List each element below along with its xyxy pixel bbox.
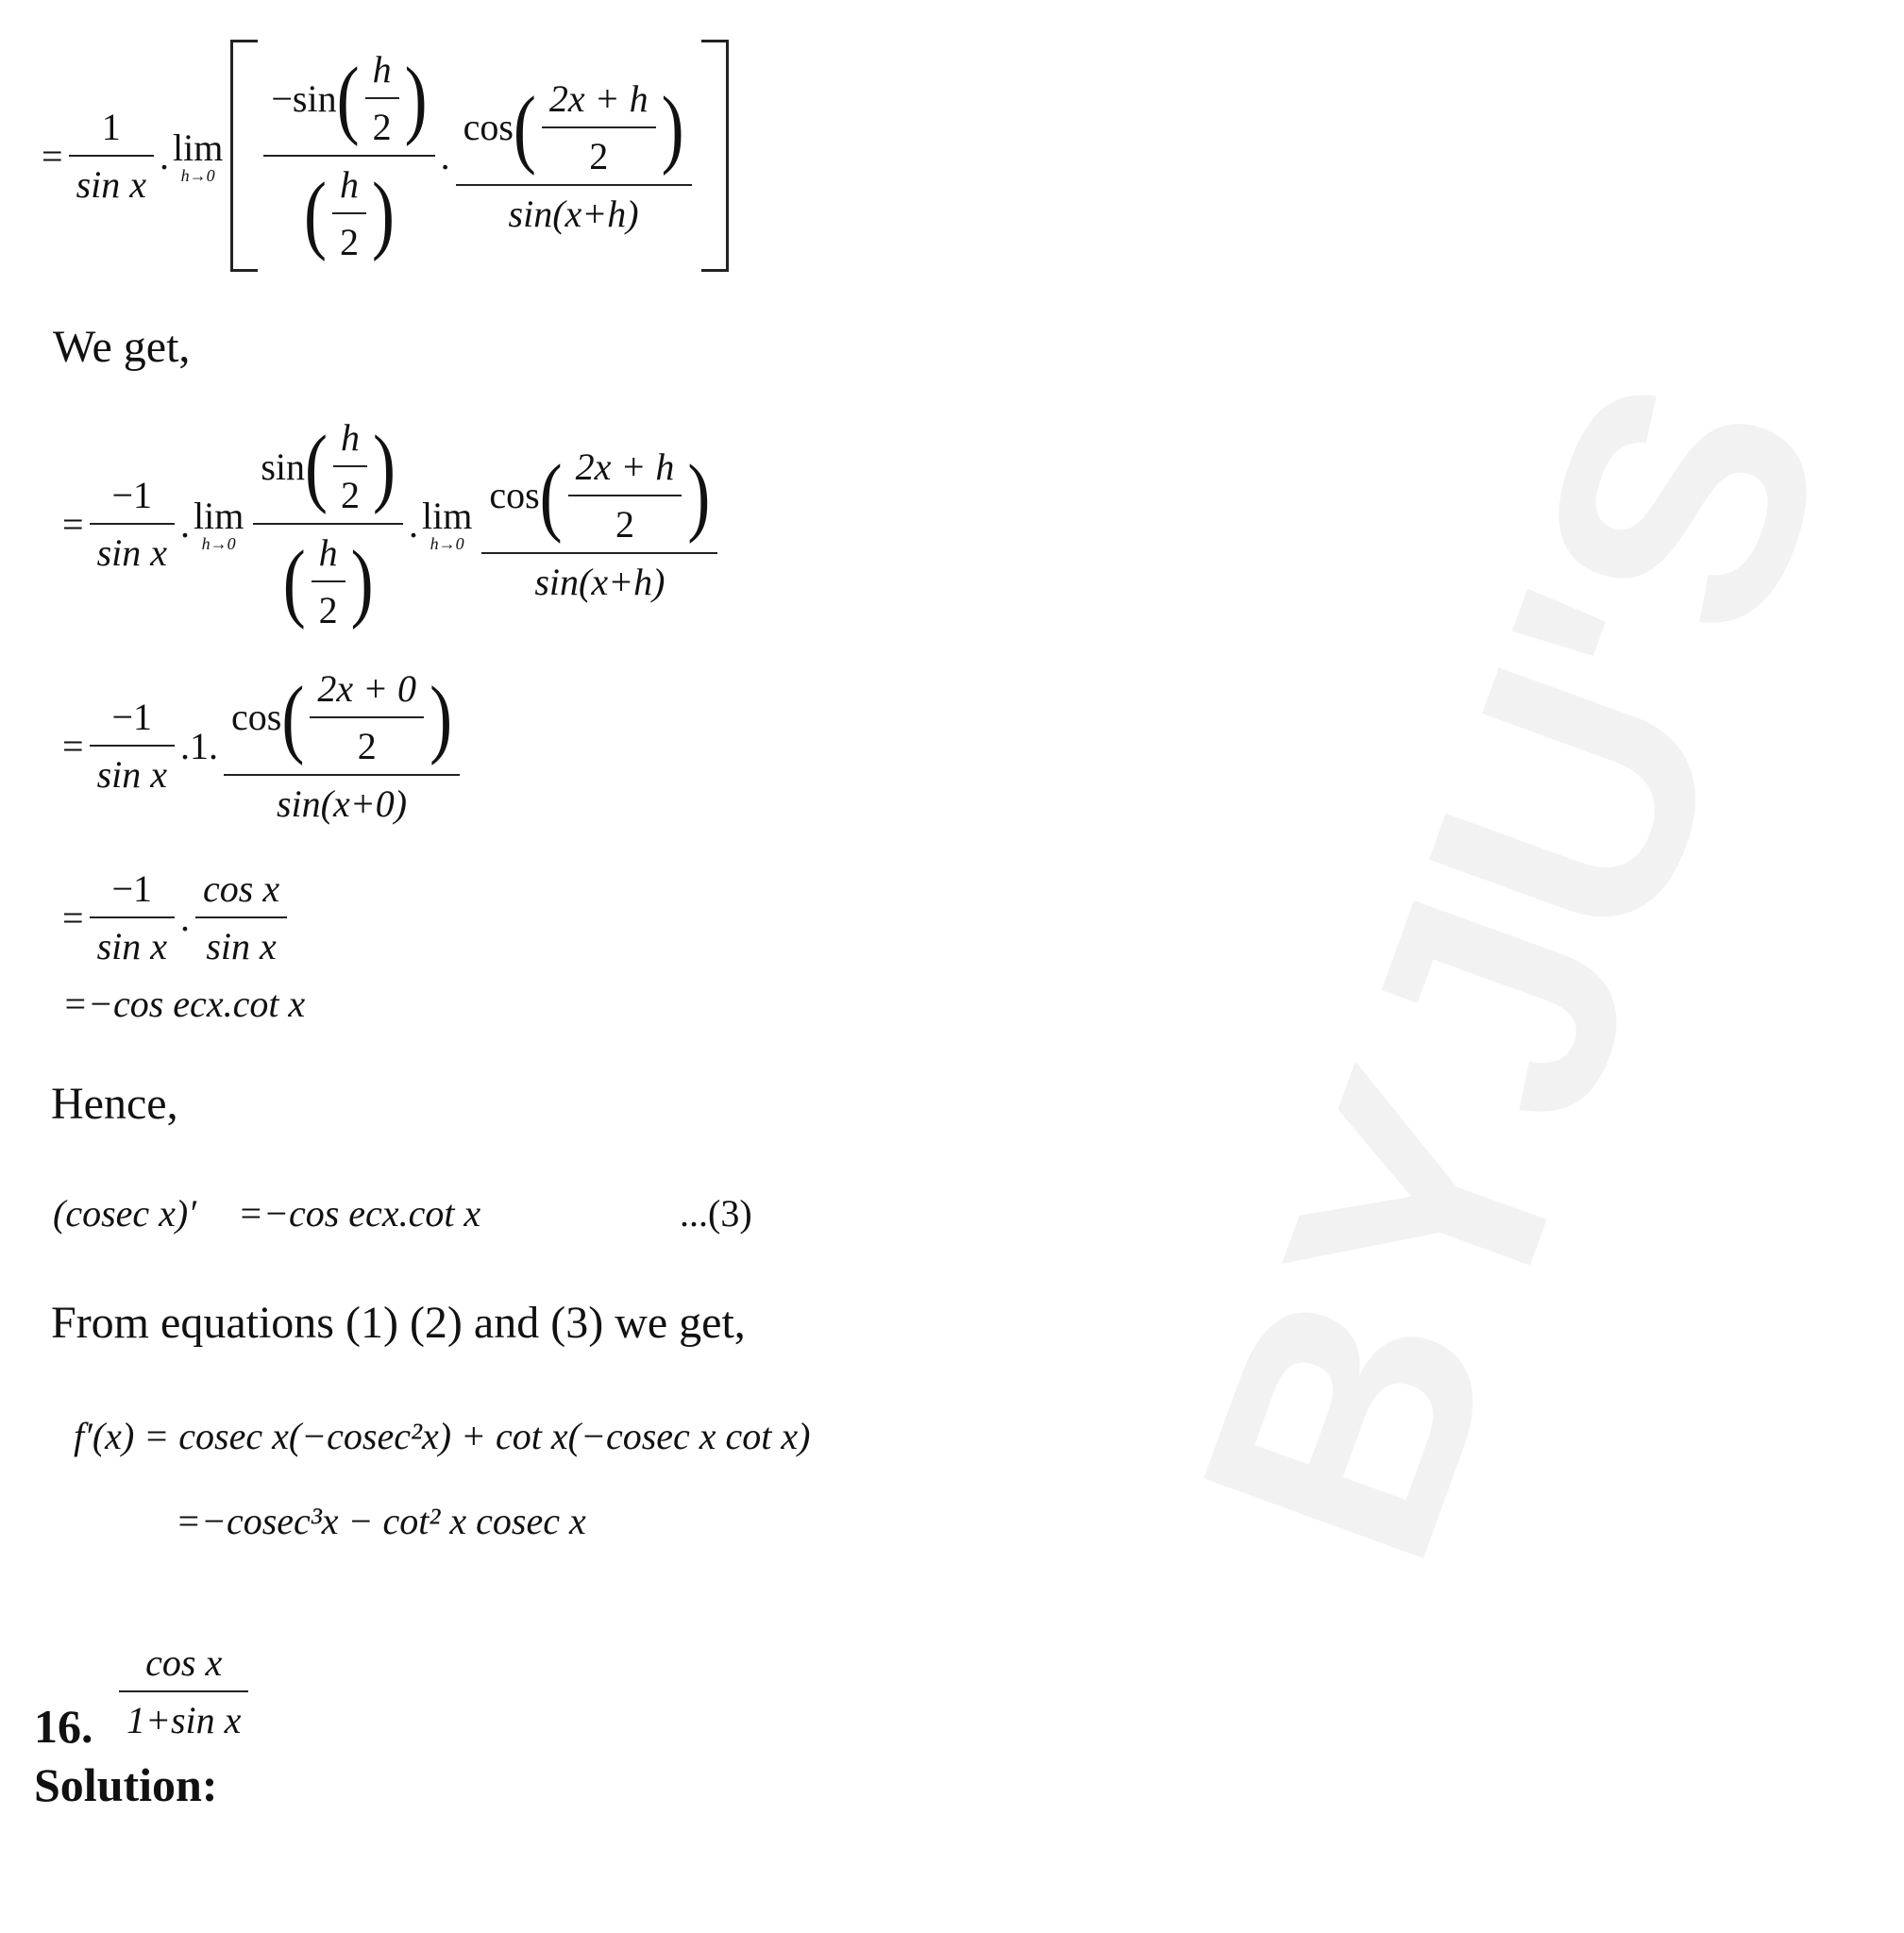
dot: . — [440, 134, 450, 177]
numerator: −1 — [111, 696, 153, 738]
dot: . — [160, 134, 169, 177]
question-number: 16. — [34, 1700, 93, 1753]
h: h — [318, 531, 338, 574]
sin-x-plus-zero: sin(x+0) — [276, 782, 408, 825]
denominator: sin x — [76, 163, 146, 206]
dot: . — [409, 502, 418, 546]
numerator: cos x — [203, 867, 280, 910]
cosec-derivative-rhs: =−cos ecx.cot x — [238, 1192, 481, 1235]
fraction-cos-over-sin: cos ( $\frac{2x + h}{2}$ ) sin(x+h) — [456, 76, 692, 236]
we-get-text: We get, — [53, 322, 191, 372]
fraction-one-over-sinx — [69, 105, 154, 207]
numerator: −1 — [111, 474, 153, 516]
fraction-neg-one-over-sinx — [90, 695, 175, 797]
equation-substituted — [62, 661, 465, 831]
watermark: BYJU'S — [1127, 334, 1899, 1605]
lim-subscript: h→0 — [201, 534, 236, 553]
cos: cos — [489, 474, 540, 516]
fraction-sin-half-h: sin ( $\frac{h}{2}$ ) ( $\frac{h}{2}$ ) — [253, 415, 403, 632]
lim-label: lim — [194, 495, 244, 537]
denominator: sin x — [96, 925, 167, 967]
fraction-cosx-over-sinx — [195, 866, 287, 968]
equation-result: =−cos ecx.cot x — [62, 983, 306, 1025]
question-numerator: cos x — [145, 1641, 223, 1684]
equals-sign: = — [62, 896, 84, 939]
lim-label: lim — [173, 126, 224, 169]
lim-label: lim — [422, 495, 473, 537]
numerator: 1 — [101, 106, 121, 148]
lim-subscript: h→0 — [180, 166, 215, 185]
question-fraction — [119, 1640, 248, 1742]
hence-text: Hence, — [51, 1079, 178, 1129]
limit-operator-1 — [194, 494, 244, 554]
f-prime-line-1: f′(x) = cosec x(−cosec²x) + cot x(−cosec x cot x) — [74, 1415, 811, 1457]
two: 2 — [339, 221, 359, 263]
fraction-cos-over-sin: cos ( $\frac{2x + h}{2}$ ) sin(x+h) — [481, 445, 717, 604]
h: h — [341, 416, 361, 459]
limit-operator — [173, 126, 223, 186]
two: 2 — [372, 106, 392, 148]
equals-sign: = — [62, 502, 84, 546]
sin-x-plus-h: sin(x+h) — [534, 560, 666, 603]
h: h — [372, 48, 392, 91]
solution-label: Solution: — [34, 1758, 218, 1811]
equation-limit-bracket — [42, 38, 729, 274]
equation-split-limits — [62, 415, 723, 632]
two: 2 — [357, 724, 377, 767]
limit-operator-2 — [422, 494, 472, 554]
from-equations-text: From equations (1) (2) and (3) we get, — [51, 1298, 746, 1348]
two: 2 — [318, 589, 338, 631]
equals-sign: = — [62, 724, 84, 767]
equation-number: ...(3) — [680, 1192, 752, 1235]
fraction-neg-one-over-sinx — [90, 473, 175, 575]
lim-subscript: h→0 — [430, 534, 464, 553]
fraction-cos-over-sin-zero: cos ( $\frac{2x + 0}{2}$ ) sin(x+0) — [224, 666, 460, 826]
two: 2 — [341, 474, 361, 516]
cos: cos — [463, 106, 514, 148]
equals-sign: = — [42, 134, 63, 177]
sin: sin — [261, 445, 306, 488]
denominator: sin x — [96, 531, 167, 574]
fraction-neg-sin-half-h: −sin ( $\frac{h}{2}$ ) ( $\frac{h}{2}$ ) — [263, 47, 434, 264]
right-bracket — [701, 40, 729, 272]
two-x-plus-h: 2x + h — [575, 445, 675, 488]
sin-x-plus-h: sin(x+h) — [508, 192, 639, 235]
two-x-plus-zero: 2x + 0 — [317, 666, 417, 710]
left-bracket — [230, 40, 258, 272]
two-x-plus-h: 2x + h — [548, 76, 649, 120]
dot: . — [180, 502, 190, 546]
question-denominator: 1+sin x — [126, 1699, 242, 1741]
two: 2 — [615, 502, 635, 546]
two: 2 — [589, 134, 609, 177]
dot: . — [180, 896, 190, 939]
numerator: −1 — [111, 867, 153, 910]
one-dot: .1. — [180, 724, 218, 767]
h: h — [339, 163, 359, 206]
equation-product — [62, 861, 293, 974]
cos: cos — [231, 696, 282, 738]
neg-sin: −sin — [271, 76, 337, 120]
denominator: sin x — [96, 753, 167, 796]
denominator: sin x — [206, 925, 277, 967]
cosec-derivative-lhs: (cosec x)′ — [53, 1192, 196, 1235]
f-prime-line-2: =−cosec³x − cot² x cosec x — [176, 1500, 586, 1542]
fraction-neg-one-over-sinx — [90, 866, 175, 968]
